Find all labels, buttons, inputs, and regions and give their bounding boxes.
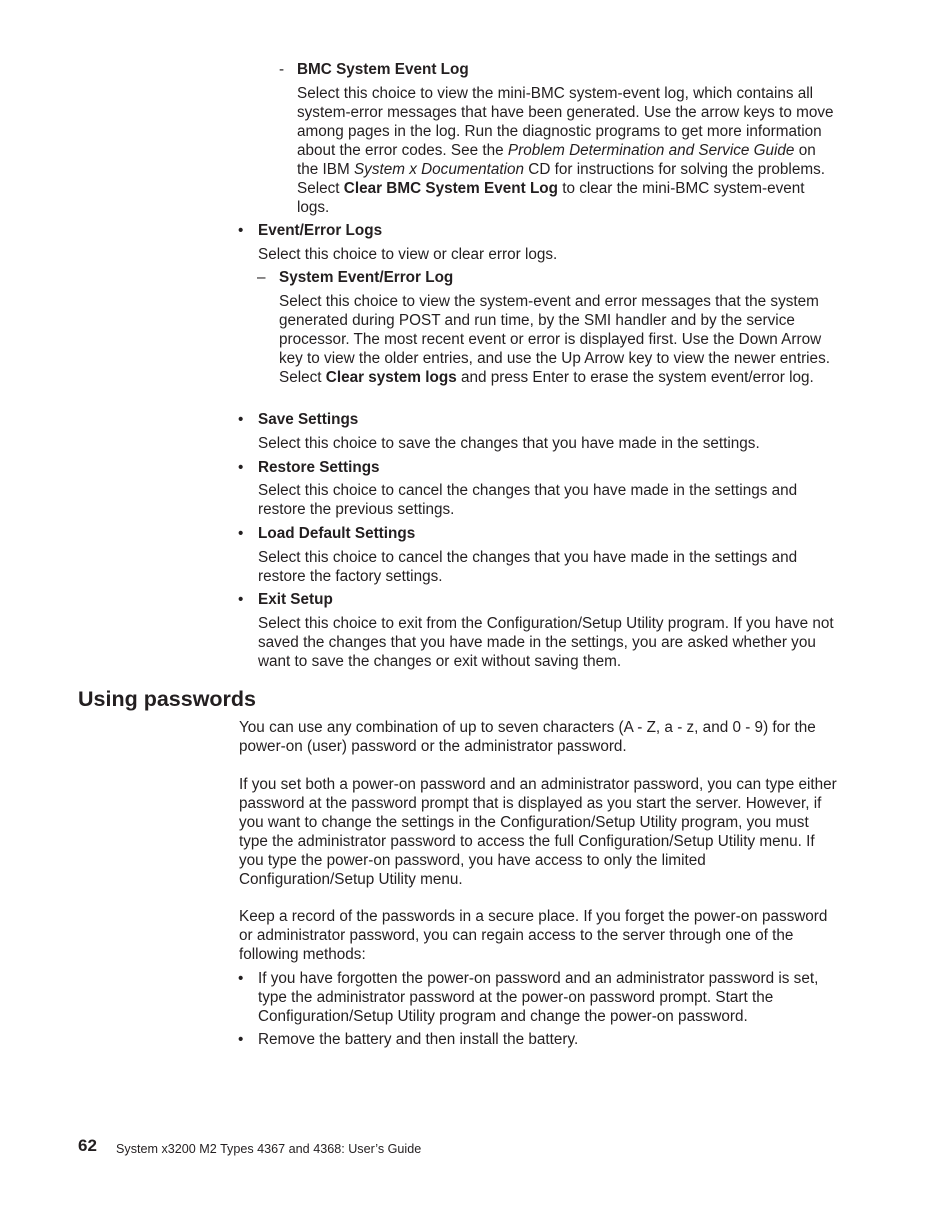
restore-settings-description: Select this choice to cancel the changes that you have made in the settings and restore the previous settings.	[258, 482, 798, 518]
text-run: Select this choice to view the system-event and error messages that the system generated during POST and run time, by the SMI handler and by the service processor. The most recent event or error is displayed first. Use the Down Arrow key to view the older entries, and use the Up Arrow key to view the newer entries. Select	[279, 293, 830, 386]
bullet-marker: •	[238, 459, 244, 476]
save-settings-heading: Save Settings	[258, 411, 359, 428]
text-run: on the IBM	[297, 142, 816, 178]
restore-settings-heading: Restore Settings	[258, 459, 380, 476]
passwords-paragraph-2: If you set both a power-on password and an administrator password, you can type either password at the password prompt that is displayed as you start the server. However, if you want to change the settings in the Configuration/Setup Utility program, you must type the administrator password to access the full Configuration/Setup Utility menu. If you type the power-on password, you have access to only the limited Configuration/Setup Utility menu.	[239, 776, 837, 888]
footer-title: System x3200 M2 Types 4367 and 4368: User’s Guide	[116, 1142, 422, 1156]
load-default-description: Select this choice to cancel the changes that you have made in the settings and restore the factory settings.	[258, 549, 798, 585]
exit-setup-heading: Exit Setup	[258, 591, 333, 608]
system-event-log-heading: System Event/Error Log	[279, 269, 454, 286]
text-run: Select this choice to view the mini-BMC system-event log, which contains all system-error messages that have been generated. Use the arrow keys to move among pages in the log. Run the diagnostic programs to get more information about the error codes. See the	[297, 85, 834, 159]
menu-choice: Clear BMC System Event Log	[343, 180, 558, 197]
bullet-marker: •	[238, 525, 244, 542]
passwords-method-1: If you have forgotten the power-on password and an administrator password is set, type the administrator password at the power-on password prompt. Start the Configuration/Setup Utility program and change the power-on password.	[258, 970, 819, 1025]
save-settings-description: Select this choice to save the changes that you have made in the settings.	[258, 435, 760, 452]
text-run: CD for instructions for solving the problems. Select	[297, 161, 825, 197]
passwords-method-2: Remove the battery and then install the battery.	[258, 1031, 579, 1048]
book-title: Problem Determination and Service Guide	[507, 142, 795, 159]
bullet-marker: •	[238, 411, 244, 428]
exit-setup-description: Select this choice to exit from the Configuration/Setup Utility program. If you have not saved the changes that you have made in the settings, you are asked whether you want to save the changes or exit without saving them.	[258, 615, 834, 670]
load-default-heading: Load Default Settings	[258, 525, 416, 542]
menu-choice: Clear system logs	[325, 369, 457, 386]
bullet-marker: •	[238, 591, 244, 608]
bullet-marker: •	[238, 1031, 244, 1048]
dash-marker: –	[257, 269, 266, 286]
event-logs-heading: Event/Error Logs	[258, 222, 383, 239]
bullet-marker: •	[238, 222, 244, 239]
bmc-log-description	[297, 84, 840, 217]
event-logs-description: Select this choice to view or clear error logs.	[258, 246, 558, 263]
page-number: 62	[78, 1136, 97, 1155]
passwords-paragraph-1: You can use any combination of up to seven characters (A - Z, a - z, and 0 - 9) for the power-on (user) password or the administrator password.	[239, 719, 816, 755]
bullet-marker: •	[238, 970, 244, 987]
cd-title: System x Documentation	[353, 161, 525, 178]
dash-marker: -	[279, 61, 285, 78]
system-event-log-description	[279, 292, 836, 387]
text-run: and press Enter to erase the system event/error log.	[456, 369, 814, 386]
passwords-paragraph-3: Keep a record of the passwords in a secure place. If you forget the power-on password or administrator password, you can regain access to the server through one of the following methods:	[239, 908, 828, 963]
section-title: Using passwords	[78, 687, 257, 711]
text-run: to clear the mini-BMC system-event logs.	[297, 180, 805, 216]
bmc-log-heading: BMC System Event Log	[297, 61, 469, 78]
